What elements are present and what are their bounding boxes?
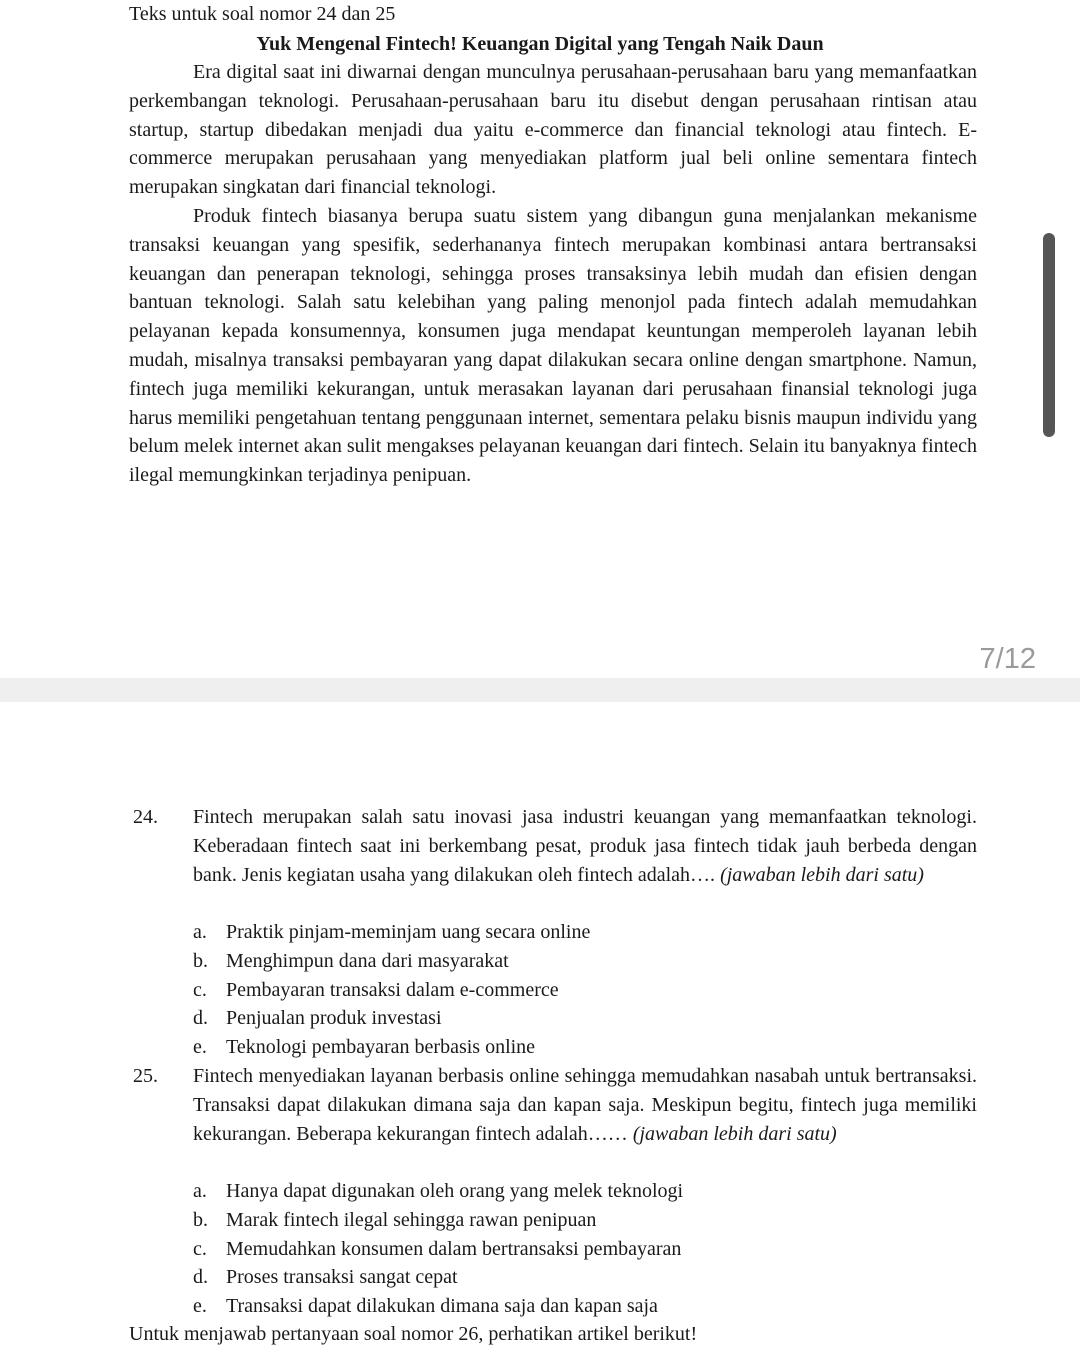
- intro-text: Teks untuk soal nomor 24 dan 25: [129, 3, 396, 25]
- question-text: [193, 1062, 977, 1148]
- option-list: [193, 918, 590, 1062]
- option-e[interactable]: [193, 1292, 683, 1321]
- option-text: Teknologi pembayaran berbasis online: [226, 1036, 536, 1059]
- option-c[interactable]: [193, 976, 590, 1005]
- option-letter: b.: [193, 949, 208, 972]
- option-text: Proses transaksi sangat cepat: [226, 1266, 458, 1289]
- option-letter: e.: [193, 1036, 207, 1059]
- option-e[interactable]: [193, 1033, 590, 1062]
- question-note: (jawaban lebih dari satu): [632, 1122, 837, 1145]
- article-title: Yuk Mengenal Fintech! Keuangan Digital yang Tengah Naik Daun: [256, 33, 824, 55]
- scrollbar-thumb[interactable]: [1043, 233, 1055, 437]
- option-letter: d.: [193, 1266, 208, 1289]
- page-indicator: 7/12: [979, 643, 1036, 675]
- option-letter: b.: [193, 1208, 208, 1231]
- article-paragraph-1: Era digital saat ini diwarnai dengan munculnya perusahaan-perusahaan baru yang memanfaatkan perkembangan teknologi. Perusahaan-perusahaan baru itu disebut dengan perusahaan rintisan atau startup, startup dibedakan menjadi dua yaitu e-commerce dan financial teknologi atau fintech. E-commerce merupakan perusahaan yang menyediakan platform jual beli online sementara fintech merupakan singkatan dari financial teknologi.: [129, 61, 977, 199]
- question-number: 25.: [133, 1065, 158, 1087]
- option-letter: d.: [193, 1007, 208, 1030]
- option-letter: e.: [193, 1295, 207, 1318]
- option-d[interactable]: [193, 1004, 590, 1033]
- option-letter: a.: [193, 921, 207, 943]
- option-b[interactable]: [193, 1206, 683, 1235]
- option-letter: c.: [193, 1237, 207, 1260]
- option-text: Transaksi dapat dilakukan dimana saja dan kapan saja: [226, 1295, 658, 1318]
- option-text: Hanya dapat digunakan oleh orang yang melek teknologi: [226, 1180, 684, 1202]
- option-b[interactable]: [193, 947, 590, 976]
- option-text: Praktik pinjam-meminjam uang secara online: [226, 921, 591, 943]
- option-d[interactable]: [193, 1263, 683, 1292]
- question-text: [193, 803, 977, 889]
- option-a[interactable]: [193, 1177, 683, 1206]
- option-list: [193, 1177, 683, 1321]
- option-letter: a.: [193, 1180, 207, 1202]
- option-a[interactable]: [193, 918, 590, 947]
- question-number: 24.: [133, 806, 158, 828]
- option-c[interactable]: [193, 1235, 683, 1264]
- question-body: Fintech merupakan salah satu inovasi jasa industri keuangan yang memanfaatkan teknologi. Keberadaan fintech saat ini berkembang pesat, produk jasa fintech tidak jauh berbeda dengan bank. Jenis kegiatan usaha yang dilakukan oleh fintech adalah….: [193, 806, 977, 886]
- option-text: Pembayaran transaksi dalam e-commerce: [226, 978, 559, 1001]
- option-text: Penjualan produk investasi: [226, 1007, 442, 1030]
- question-note: (jawaban lebih dari satu): [720, 863, 924, 886]
- article-paragraph-2: Produk fintech biasanya berupa suatu sistem yang dibangun guna menjalankan mekanisme transaksi keuangan yang spesifik, sederhananya fintech merupakan kombinasi antara bertransaksi keuangan dan penerapan teknologi, sehingga proses transaksinya lebih mudah dan efisien dengan bantuan teknologi. Salah satu kelebihan yang paling menonjol pada fintech adalah memudahkan pelayanan kepada konsumennya, konsumen juga mendapat keuntungan memperoleh layanan lebih mudah, misalnya transaksi pembayaran yang dapat dilakukan secara online dengan smartphone. Namun, fintech juga memiliki kekurangan, untuk merasakan layanan dari perusahaan finansial teknologi juga harus memiliki pengetahuan tentang penggunaan internet, sementara pelaku bisnis maupun individu yang belum melek internet akan sulit mengakses pelayanan keuangan dari fintech. Selain itu banyaknya fintech ilegal memungkinkan terjadinya penipuan.: [129, 205, 977, 487]
- question-body: Fintech menyediakan layanan berbasis online sehingga memudahkan nasabah untuk bertransaksi. Transaksi dapat dilakukan dimana saja dan kapan saja. Meskipun begitu, fintech juga memiliki kekurangan. Beberapa kekurangan fintech adalah……: [193, 1065, 977, 1145]
- next-section-intro: Untuk menjawab pertanyaan soal nomor 26, perhatikan artikel berikut!: [129, 1323, 698, 1345]
- option-letter: c.: [193, 978, 207, 1001]
- option-text: Marak fintech ilegal sehingga rawan penipuan: [226, 1208, 597, 1231]
- page-separator: [0, 678, 1080, 702]
- option-text: Memudahkan konsumen dalam bertransaksi pembayaran: [226, 1237, 682, 1260]
- document-page-8: [0, 702, 1080, 1336]
- option-text: Menghimpun dana dari masyarakat: [226, 949, 509, 972]
